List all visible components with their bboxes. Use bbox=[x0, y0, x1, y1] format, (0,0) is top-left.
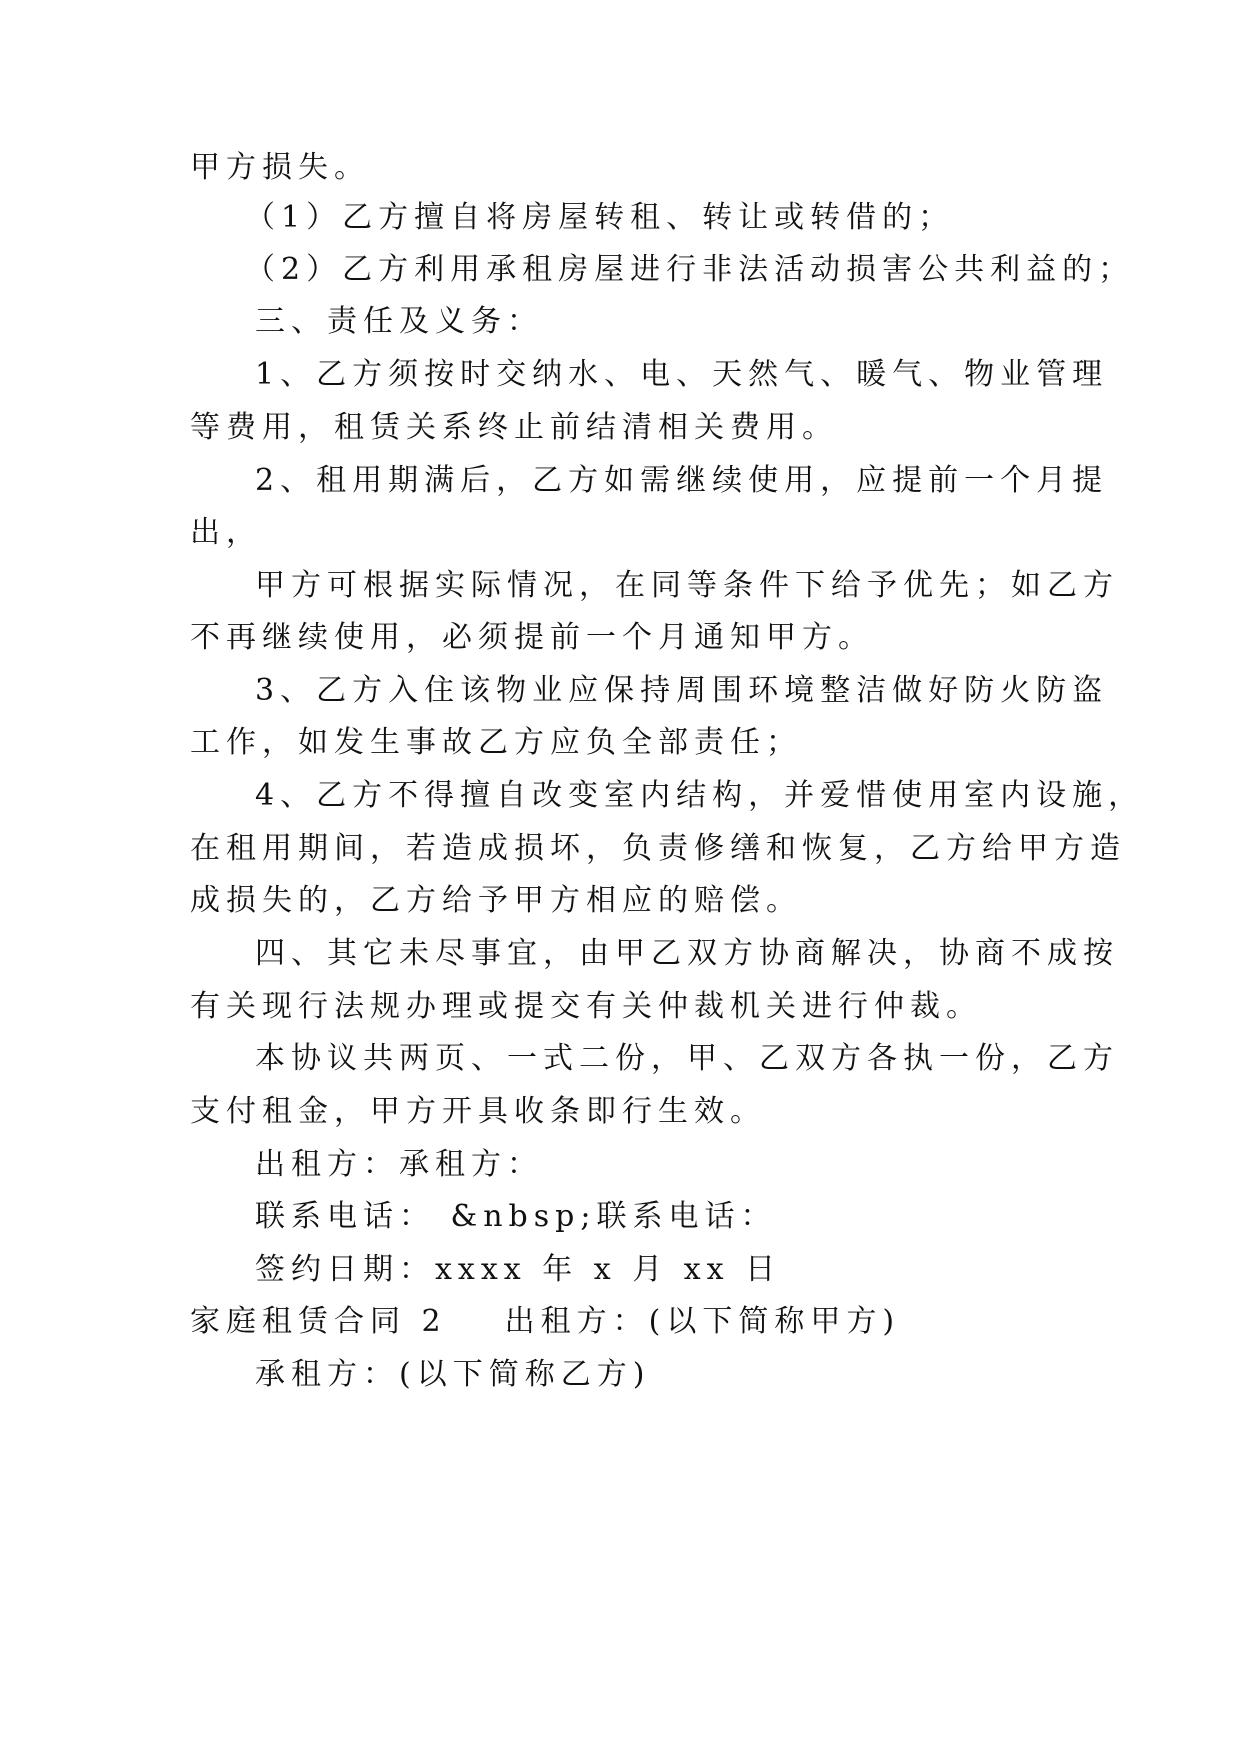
text-line: 1、乙方须按时交纳水、电、天然气、暖气、物业管理 bbox=[255, 357, 1109, 392]
text-line: 2、租用期满后，乙方如需继续使用，应提前一个月提 bbox=[255, 463, 1109, 498]
text-line: 有关现行法规办理或提交有关仲裁机关进行仲裁。 bbox=[190, 989, 982, 1024]
contract-2-header bbox=[190, 1302, 1070, 1342]
text-line: 3、乙方入住该物业应保持周围环境整洁做好防火防盗 bbox=[255, 673, 1109, 708]
text-line: 等费用，租赁关系终止前结清相关费用。 bbox=[190, 410, 838, 445]
text-line: 四、其它未尽事宜，由甲乙双方协商解决，协商不成按 bbox=[255, 936, 1119, 971]
text-line: 甲方可根据实际情况，在同等条件下给予优先；如乙方 bbox=[255, 568, 1119, 603]
text-line: 在租用期间，若造成损坏，负责修缮和恢复，乙方给甲方造 bbox=[190, 831, 1126, 866]
text-line: 甲方损失。 bbox=[190, 150, 370, 185]
text-line: 4、乙方不得擅自改变室内结构，并爱惜使用室内设施， bbox=[255, 778, 1145, 813]
section-heading: 三、责任及义务： bbox=[255, 304, 543, 339]
signature-phone: 联系电话： &nbsp;联系电话： bbox=[255, 1199, 777, 1234]
clause-item-2: （2）乙方利用承租房屋进行非法活动损害公共利益的； bbox=[245, 252, 1135, 287]
text-line: 成损失的，乙方给予甲方相应的赔偿。 bbox=[190, 883, 802, 918]
clause-item-1: （1）乙方擅自将房屋转租、转让或转借的； bbox=[245, 200, 955, 235]
text-line: 支付租金，甲方开具收条即行生效。 bbox=[190, 1094, 766, 1129]
contract-2-title: 家庭租赁合同 2 bbox=[190, 1304, 447, 1339]
text-line: 本协议共两页、一式二份，甲、乙双方各执一份，乙方 bbox=[255, 1041, 1119, 1076]
signature-date: 签约日期：xxxx 年 x 月 xx 日 bbox=[255, 1252, 782, 1287]
text-line: 出， bbox=[190, 515, 262, 550]
contract-2-lessor: 出租方：(以下简称甲方) bbox=[504, 1304, 901, 1339]
contract-2-lessee: 承租方：(以下简称乙方) bbox=[255, 1357, 651, 1392]
text-line: 工作，如发生事故乙方应负全部责任； bbox=[190, 725, 802, 760]
signature-parties: 出租方：承租方： bbox=[255, 1147, 543, 1182]
text-line: 不再继续使用，必须提前一个月通知甲方。 bbox=[190, 620, 874, 655]
